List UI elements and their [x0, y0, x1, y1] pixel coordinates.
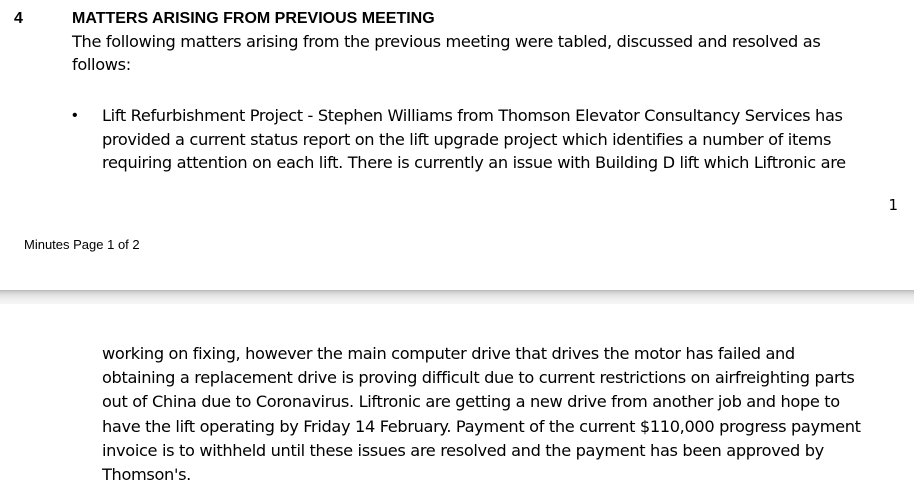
- page-break-divider: [0, 290, 914, 304]
- bullet-item-text: [102, 104, 902, 175]
- bullet-line: out of China due to Coronavirus. Liftronic are getting a new drive from another job and hope to: [102, 392, 840, 412]
- bullet-line: provided a current status report on the lift upgrade project which identifies a number of items: [102, 129, 832, 149]
- bullet-icon: •: [72, 107, 78, 124]
- bullet-line: Thomson's.: [102, 465, 191, 485]
- intro-line: The following matters arising from the previous meeting were tabled, discussed and resolved as: [72, 32, 821, 51]
- bullet-line: have the lift operating by Friday 14 February. Payment of the current $110,000 progress payment: [102, 416, 861, 436]
- section-intro: [72, 30, 872, 76]
- bullet-line: working on fixing, however the main computer drive that drives the motor has failed and: [102, 344, 795, 363]
- section-title: MATTERS ARISING FROM PREVIOUS MEETING: [72, 10, 435, 27]
- bullet-line: Lift Refurbishment Project - Stephen Williams from Thomson Elevator Consultancy Services has: [102, 106, 843, 125]
- bullet-line: requiring attention on each lift. There is currently an issue with Building D lift which Liftronic are: [102, 153, 846, 172]
- bullet-line: obtaining a replacement drive is proving difficult due to current restrictions on airfreighting parts: [102, 368, 855, 388]
- bullet-line: invoice is to withheld until these issues are resolved and the payment has been approved by: [102, 440, 824, 460]
- page-number: 1: [888, 196, 898, 214]
- section-number: 4: [14, 10, 23, 27]
- bullet-item-continuation: [102, 342, 902, 487]
- intro-line: follows:: [72, 55, 131, 74]
- page-footer: Minutes Page 1 of 2: [24, 237, 140, 252]
